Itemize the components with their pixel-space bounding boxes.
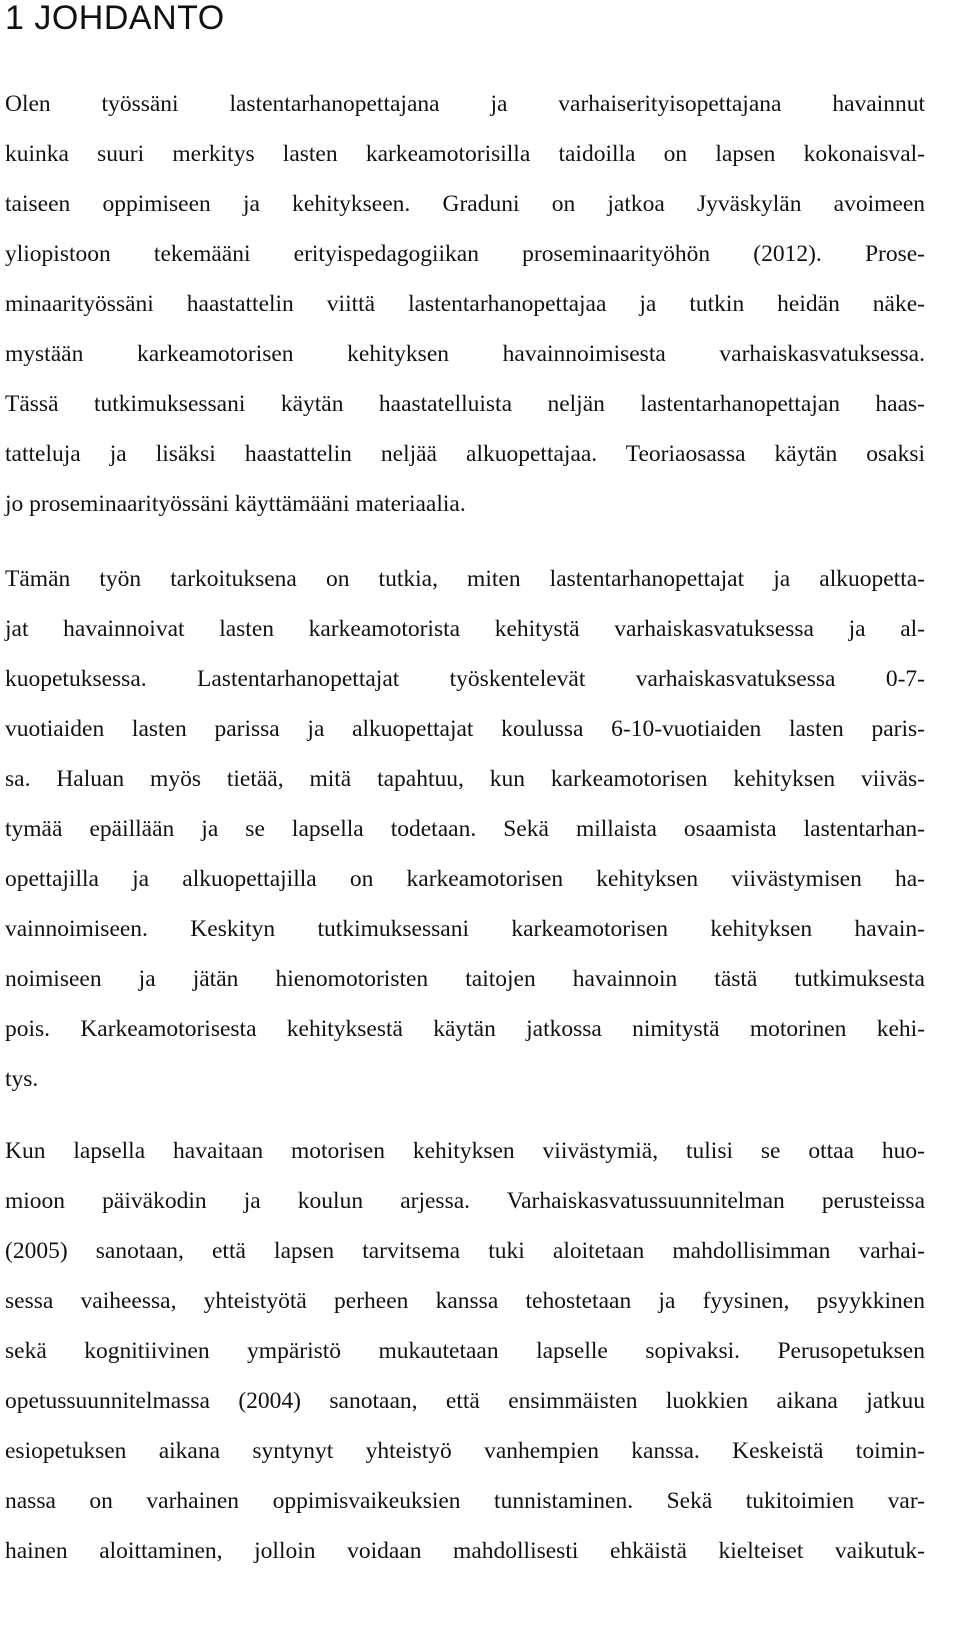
text-line: sekä kognitiivinen ympäristö mukautetaan lapselle sopivaksi. Perusopetuksen [5, 1338, 925, 1364]
text-line: Tässä tutkimuksessani käytän haastatelluista neljän lastentarhanopettajan haas- [5, 391, 925, 417]
paragraph-2 [5, 554, 925, 1104]
text-line: taiseen oppimiseen ja kehitykseen. Graduni on jatkoa Jyväskylän avoimeen [5, 191, 925, 217]
text-line: mystään karkeamotorisen kehityksen havainnoimisesta varhaiskasvatuksessa. [5, 341, 925, 367]
document-page [5, 0, 925, 1564]
text-line: tymää epäillään ja se lapsella todetaan. Sekä millaista osaamista lastentarhan- [5, 816, 925, 842]
text-line: (2005) sanotaan, että lapsen tarvitsema tuki aloitetaan mahdollisimman varhai- [5, 1238, 925, 1264]
text-line: opettajilla ja alkuopettajilla on karkeamotorisen kehityksen viivästymisen ha- [5, 866, 925, 892]
text-line: hainen aloittaminen, jolloin voidaan mahdollisesti ehkäistä kielteiset vaikutuk- [5, 1538, 925, 1564]
paragraph-1 [5, 79, 925, 529]
text-line: minaarityössäni haastattelin viittä lastentarhanopettajaa ja tutkin heidän näke- [5, 291, 925, 317]
text-line: pois. Karkeamotorisesta kehityksestä käytän jatkossa nimitystä motorinen kehi- [5, 1016, 925, 1042]
text-line: kuopetuksessa. Lastentarhanopettajat työskentelevät varhaiskasvatuksessa 0-7- [5, 666, 925, 692]
text-line: vainnoimiseen. Keskityn tutkimuksessani karkeamotorisen kehityksen havain- [5, 916, 925, 942]
text-line: yliopistoon tekemääni erityispedagogiikan proseminaarityöhön (2012). Prose- [5, 241, 925, 267]
text-line: jat havainnoivat lasten karkeamotorista kehitystä varhaiskasvatuksessa ja al- [5, 616, 925, 642]
chapter-heading: 1 JOHDANTO [5, 0, 225, 37]
text-line: Kun lapsella havaitaan motorisen kehityksen viivästymiä, tulisi se ottaa huo- [5, 1138, 925, 1164]
text-line: sessa vaiheessa, yhteistyötä perheen kanssa tehostetaan ja fyysinen, psyykkinen [5, 1288, 925, 1314]
text-line: tys. [5, 1066, 39, 1092]
text-line: tatteluja ja lisäksi haastattelin neljää alkuopettajaa. Teoriaosassa käytän osaksi [5, 441, 925, 467]
text-line: esiopetuksen aikana syntynyt yhteistyö vanhempien kanssa. Keskeistä toimin- [5, 1438, 925, 1464]
text-line: nassa on varhainen oppimisvaikeuksien tunnistaminen. Sekä tukitoimien var- [5, 1488, 925, 1514]
text-line: noimiseen ja jätän hienomotoristen taitojen havainnoin tästä tutkimuksesta [5, 966, 925, 992]
paragraph-3 [5, 1126, 925, 1576]
text-line: opetussuunnitelmassa (2004) sanotaan, että ensimmäisten luokkien aikana jatkuu [5, 1388, 925, 1414]
text-line: vuotiaiden lasten parissa ja alkuopettajat koulussa 6-10-vuotiaiden lasten paris- [5, 716, 925, 742]
text-line: mioon päiväkodin ja koulun arjessa. Varhaiskasvatussuunnitelman perusteissa [5, 1188, 925, 1214]
text-line: Tämän työn tarkoituksena on tutkia, miten lastentarhanopettajat ja alkuopetta- [5, 566, 925, 592]
text-line: jo proseminaarityössäni käyttämääni materiaalia. [5, 491, 466, 517]
text-line: Olen työssäni lastentarhanopettajana ja varhaiserityisopettajana havainnut [5, 91, 925, 117]
text-line: sa. Haluan myös tietää, mitä tapahtuu, kun karkeamotorisen kehityksen viiväs- [5, 766, 925, 792]
text-line: kuinka suuri merkitys lasten karkeamotorisilla taidoilla on lapsen kokonaisval- [5, 141, 925, 167]
